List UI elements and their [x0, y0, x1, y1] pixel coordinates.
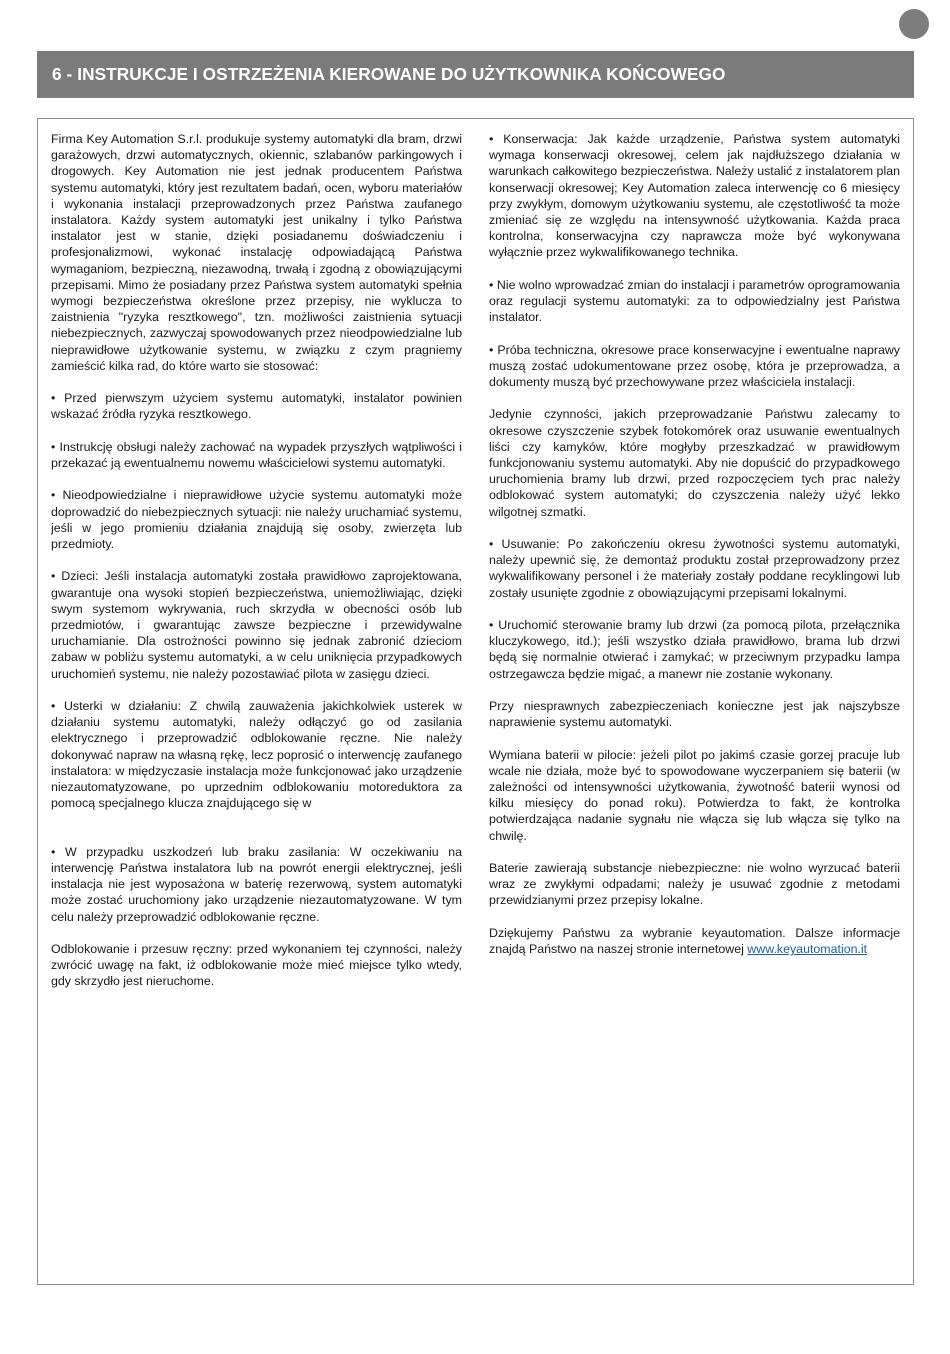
page-marker-dot	[899, 9, 929, 39]
faulty-safety-paragraph: Przy niesprawnych zabezpieczeniach konieczne jest jak najszybsze naprawienie systemu automatyki.	[489, 699, 900, 730]
section-title-bar	[37, 51, 914, 98]
intro-paragraph: Firma Key Automation S.r.l. produkuje systemy automatyki dla bram, drzwi garażowych, drzwi automatycznych, okiennic, szlabanów parkingowych i drogowych. Key Automation nie jest jednak producentem Państwa systemu automatyki, który jest rezultatem badań, ocen, wyboru materiałów i wykonania instalacji przeprowadzonych przez Państwa zaufanego instalatora. Każdy system automatyki jest unikalny i tylko Państwa instalator jest w stanie, dzięki posiadanemu doświadczeniu i profesjonalizmowi, wykonać instalację odpowiadającą Państwa wymaganiom, bezpieczną, niezawodną, trwałą i zgodną z obowiązującymi przepisami. Mimo że posiadany przez Państwa system automatyki spełnia wymogi bezpieczeństwa określone przez przepisy, nie wyklucza to zaistnienia "ryzyka resztkowego", tzn. możliwości zaistnienia sytuacji niebezpiecznych, zazwyczaj spowodowanych przez nieodpowiedzialne lub nieprawidłowe użytkowanie systemu, w związku z czym pragniemy zamieścić kilka rad, do które warto sie stosować:	[51, 132, 462, 373]
manual-release-paragraph: Odblokowanie i przesuw ręczny: przed wykonaniem tej czynności, należy zwrócić uwagę na fakt, iż odblokowanie może mieć miejsce tylko wtedy, gdy skrzydło jest nieruchome.	[51, 942, 462, 989]
battery-disposal-paragraph: Baterie zawierają substancje niebezpieczne: nie wolno wyrzucać baterii wraz ze zwykłymi odpadami; należy je usuwać zgodnie z metodami przewidzianymi przez przepisy lokalne.	[489, 861, 900, 908]
section-title: 6 - INSTRUKCJE I OSTRZEŻENIA KIEROWANE DO UŻYTKOWNIKA KOŃCOWEGO	[52, 64, 726, 84]
power-failure-item: • W przypadku uszkodzeń lub braku zasilania: W oczekiwaniu na interwencję Państwa instalatora lub na powrót energii elektrycznej, jeśli instalacja nie jest wyposażona w baterię rezerwową, system automatyki może zostać uruchomiony jako urządzenie niezautomatyzowane. W tym celu należy przeprowadzić odblokowanie ręczne.	[51, 844, 462, 924]
children-item: • Dzieci: Jeśli instalacja automatyki została prawidłowo zaprojektowana, gwarantuje ona wysoki stopień bezpieczeństwa, uniemożliwiając, dzięki swym systemom wykrywania, ruch skrzydła w obecności osób lub przedmiotów, i gwarantując zawsze bezpieczne i przewidywalne uruchamianie. Dla ostrożności powinno się jednak zabronić dzieciom zabaw w pobliżu systemu automatyki, a w celu uniknięcia przypadkowych uruchomień systemu, nie należy pozostawiać pilota w zasięgu dzieci.	[51, 569, 462, 681]
closing-text: Dziękujemy Państwu za wybranie keyautomation. Dalsze informacje znajdą Państwo na naszej stronie internetowej	[489, 925, 900, 957]
improper-use-item: • Nieodpowiedzialne i nieprawidłowe użycie systemu automatyki może doprowadzić do niebezpiecznych sytuacji: nie należy uruchamiać systemu, jeśli w jego promieniu działania znajdują się osoby, zwierzęta lub przedmioty.	[51, 488, 462, 552]
cleaning-paragraph: Jedynie czynności, jakich przeprowadzanie Państwu zalecamy to okresowe czyszczenie szybek fotokomórek oraz usuwanie ewentualnych liści czy kamyków, które mogłyby przeszkadzać w prawidłowym funkcjonowaniu systemu automatyki. Aby nie dopuścić do przypadkowego uruchomienia bramy lub drzwi, przed rozpoczęciem tych prac należy odblokować system automatyki; do czyszczenia należy użyć lekko wilgotnej szmatki.	[489, 407, 900, 519]
maintenance-item: • Konserwacja: Jak każde urządzenie, Państwa system automatyki wymaga konserwacji okresowej, celem jak najdłuższego działania w warunkach całkowitego bezpieczeństwa. Należy ustalić z instalatorem plan konserwacji okresowej; Key Automation zaleca interwencję co 6 miesięcy przy zwykłym, domowym użytkowaniu systemu, ale częstotliwość ta może zmieniać się ze względu na intensywność użytkowania. Każda praca kontrolna, konserwacyjna czy naprawcza może być wykonywana wyłącznie przez wykwalifikowanego technika.	[489, 132, 900, 260]
technical-test-item: • Próba techniczna, okresowe prace konserwacyjne i ewentualne naprawy muszą zostać udokumentowane przez osobę, która je przeprowadza, a dokumenty muszą być przechowywane przez właściciela instalacji.	[489, 342, 900, 390]
disposal-item: • Usuwanie: Po zakończeniu okresu żywotności systemu automatyki, należy upewnić się, że demontaż produktu został przeprowadzony przez wykwalifikowany personel i że materiały zostały poddane recyklingowi lub zostały usunięte zgodnie z obowiązującymi przepisami lokalnymi.	[489, 537, 900, 600]
battery-replacement-paragraph: Wymiana baterii w pilocie: jeżeli pilot po jakimś czasie gorzej pracuje lub wcale nie działa, może być to spowodowane wyczerpaniem się baterii (w zależności od intensywności użytkowania, żywotność baterii wynosi od kilku miesięcy do ponad roku). Potwierdza to fakt, że kontrolka potwierdzająca nadanie sygnału nie włącza się lub włącza się tylko na chwilę.	[489, 747, 900, 843]
malfunction-item: • Usterki w działaniu: Z chwilą zauważenia jakichkolwiek usterek w działaniu systemu automatyki, należy odłączyć go od zasilania elektrycznego i przeprowadzić odblokowanie ręczne. Nie należy dokonywać napraw na własną rękę, lecz poprosić o interwencję zaufanego instalatora: w międzyczasie instalacja może funkcjonować jako urządzenie niezautomatyzowane, po uprzednim odblokowaniu motoreduktora za pomocą specjalnego klucza znajdującego się w	[51, 699, 462, 811]
operation-check-item: • Uruchomić sterowanie bramy lub drzwi (za pomocą pilota, przełącznika kluczykowego, itd.); jeśli wszystko działa prawidłowo, brama lub drzwi będą się normalnie otwierać i zamykać; w przeciwnym przypadku lampa ostrzegawcza będzie migać, a manewr nie zostanie wykonany.	[489, 618, 900, 681]
left-column	[51, 131, 462, 1006]
manual-keep-item: • Instrukcję obsługi należy zachować na wypadek przyszłych wątpliwości i przekazać ją ewentualnemu nowemu właścicielowi systemu automatyki.	[51, 439, 462, 471]
residual-risk-item: • Przed pierwszym użyciem systemu automatyki, instalator powinien wskazać źródła ryzyka resztkowego.	[51, 391, 462, 422]
no-modifications-item: • Nie wolno wprowadzać zmian do instalacji i parametrów oprogramowania oraz regulacji systemu automatyki: za to odpowiedzialny jest Państwa instalator.	[489, 277, 900, 325]
website-link[interactable]: www.keyautomation.it	[747, 942, 868, 957]
closing-paragraph	[489, 925, 900, 957]
right-column	[489, 131, 900, 973]
